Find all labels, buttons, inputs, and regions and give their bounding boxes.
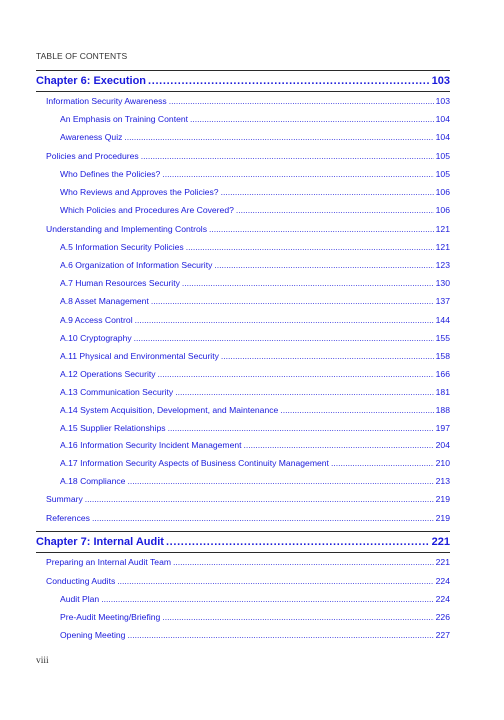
entry-title: Who Defines the Policies? bbox=[60, 169, 161, 179]
dot-leader bbox=[331, 458, 434, 468]
toc-entry[interactable] bbox=[60, 387, 450, 399]
entry-page: 221 bbox=[435, 557, 450, 567]
entry-title: A.13 Communication Security bbox=[60, 387, 174, 397]
entry-page: 121 bbox=[435, 224, 450, 234]
toc-entry[interactable] bbox=[46, 151, 450, 163]
entry-page: 219 bbox=[435, 513, 450, 523]
toc-entry[interactable] bbox=[46, 513, 450, 525]
entry-title: Understanding and Implementing Controls bbox=[46, 224, 207, 234]
toc-entry[interactable] bbox=[60, 594, 450, 606]
entry-title: A.12 Operations Security bbox=[60, 369, 156, 379]
dot-leader bbox=[158, 369, 434, 379]
entry-page: 213 bbox=[435, 476, 450, 486]
entry-page: 224 bbox=[435, 594, 450, 604]
dot-leader bbox=[221, 351, 434, 361]
toc-entry[interactable] bbox=[60, 132, 450, 144]
entry-page: 137 bbox=[435, 296, 450, 306]
toc-entry[interactable] bbox=[46, 494, 450, 506]
entry-title: Information Security Awareness bbox=[46, 96, 167, 106]
entry-page: 104 bbox=[435, 132, 450, 142]
toc-entry[interactable] bbox=[60, 423, 450, 435]
toc-entry[interactable] bbox=[46, 224, 450, 236]
entry-title: A.7 Human Resources Security bbox=[60, 278, 180, 288]
entry-title: A.6 Organization of Information Security bbox=[60, 260, 213, 270]
entry-page: 105 bbox=[435, 151, 450, 161]
entry-page: 166 bbox=[435, 369, 450, 379]
entry-title: A.15 Supplier Relationships bbox=[60, 423, 166, 433]
toc-entry[interactable] bbox=[46, 576, 450, 588]
toc-entry[interactable] bbox=[60, 440, 450, 452]
toc-entry[interactable] bbox=[60, 260, 450, 272]
toc-entry[interactable] bbox=[60, 296, 450, 308]
toc-chapter-6[interactable] bbox=[36, 75, 450, 91]
entry-page: 103 bbox=[435, 96, 450, 106]
dot-leader bbox=[141, 151, 434, 161]
dot-leader bbox=[214, 260, 433, 270]
entry-title: Which Policies and Procedures Are Covered? bbox=[60, 205, 234, 215]
dot-leader bbox=[175, 387, 433, 397]
entry-title: An Emphasis on Training Content bbox=[60, 114, 189, 124]
dot-leader bbox=[162, 612, 433, 622]
chapter-rule bbox=[36, 91, 450, 92]
entry-title: A.18 Compliance bbox=[60, 476, 126, 486]
entry-page: 144 bbox=[435, 315, 450, 325]
toc-chapter-7[interactable] bbox=[36, 536, 450, 552]
dot-leader bbox=[190, 114, 434, 124]
dot-leader bbox=[186, 242, 434, 252]
entry-title: Pre-Audit Meeting/Briefing bbox=[60, 612, 161, 622]
entry-title: References bbox=[46, 513, 90, 523]
entry-page: 226 bbox=[435, 612, 450, 622]
dot-leader bbox=[173, 557, 434, 567]
entry-title: Policies and Procedures bbox=[46, 151, 139, 161]
dot-leader bbox=[236, 205, 434, 215]
entry-page: 158 bbox=[435, 351, 450, 361]
header-rule bbox=[36, 70, 450, 71]
toc-entry[interactable] bbox=[60, 187, 450, 199]
toc-entry[interactable] bbox=[60, 242, 450, 254]
dot-leader bbox=[127, 630, 433, 640]
toc-entry[interactable] bbox=[46, 557, 450, 569]
dot-leader bbox=[85, 494, 434, 504]
chapter-rule bbox=[36, 552, 450, 553]
dot-leader bbox=[221, 187, 434, 197]
entry-title: Summary bbox=[46, 494, 83, 504]
dot-leader bbox=[166, 536, 430, 548]
dot-leader bbox=[169, 96, 434, 106]
toc-entry[interactable] bbox=[60, 315, 450, 327]
dot-leader bbox=[135, 315, 434, 325]
toc-entry[interactable] bbox=[60, 476, 450, 488]
entry-title: A.9 Access Control bbox=[60, 315, 133, 325]
entry-page: 106 bbox=[435, 205, 450, 215]
entry-page: 130 bbox=[435, 278, 450, 288]
entry-title: Preparing an Internal Audit Team bbox=[46, 557, 172, 567]
entry-title: Who Reviews and Approves the Policies? bbox=[60, 187, 219, 197]
toc-entry[interactable] bbox=[60, 278, 450, 290]
entry-title: A.5 Information Security Policies bbox=[60, 242, 184, 252]
entry-title: A.8 Asset Management bbox=[60, 296, 149, 306]
entry-page: 181 bbox=[435, 387, 450, 397]
toc-entry[interactable] bbox=[60, 169, 450, 181]
dot-leader bbox=[101, 594, 433, 604]
entry-page: 197 bbox=[435, 423, 450, 433]
page-number: 103 bbox=[431, 75, 450, 87]
toc-entry[interactable] bbox=[60, 205, 450, 217]
toc-entry[interactable] bbox=[46, 96, 450, 108]
dot-leader bbox=[124, 132, 433, 142]
entry-title: Conducting Audits bbox=[46, 576, 116, 586]
entry-page: 105 bbox=[435, 169, 450, 179]
entry-page: 224 bbox=[435, 576, 450, 586]
entry-title: Awareness Quiz bbox=[60, 132, 123, 142]
entry-title: A.16 Information Security Incident Management bbox=[60, 440, 242, 450]
dot-leader bbox=[182, 278, 434, 288]
entry-page: 204 bbox=[435, 440, 450, 450]
toc-entry[interactable] bbox=[60, 351, 450, 363]
entry-title: A.14 System Acquisition, Development, and Maintenance bbox=[60, 405, 279, 415]
toc-entry[interactable] bbox=[60, 369, 450, 381]
chapter-title: Chapter 6: Execution bbox=[36, 75, 147, 87]
dot-leader bbox=[151, 296, 434, 306]
running-header: TABLE OF CONTENTS bbox=[36, 51, 128, 61]
entry-title: A.17 Information Security Aspects of Business Continuity Management bbox=[60, 458, 329, 468]
dot-leader bbox=[162, 169, 433, 179]
entry-page: 121 bbox=[435, 242, 450, 252]
entry-title: A.11 Physical and Environmental Security bbox=[60, 351, 219, 361]
dot-leader bbox=[117, 576, 433, 586]
entry-page: 210 bbox=[435, 458, 450, 468]
entry-page: 227 bbox=[435, 630, 450, 640]
toc-entry[interactable] bbox=[60, 333, 450, 345]
dot-leader bbox=[92, 513, 434, 523]
entry-page: 104 bbox=[435, 114, 450, 124]
entry-page: 123 bbox=[435, 260, 450, 270]
dot-leader bbox=[209, 224, 434, 234]
entry-page: 219 bbox=[435, 494, 450, 504]
toc-entry[interactable] bbox=[60, 114, 450, 126]
toc-entry[interactable] bbox=[60, 458, 450, 470]
toc-entry[interactable] bbox=[60, 405, 450, 417]
folio-page-number: viii bbox=[36, 656, 49, 666]
chapter-rule bbox=[36, 531, 450, 532]
toc-entry[interactable] bbox=[60, 630, 450, 642]
entry-page: 106 bbox=[435, 187, 450, 197]
entry-page: 188 bbox=[435, 405, 450, 415]
entry-title: Audit Plan bbox=[60, 594, 100, 604]
chapter-title: Chapter 7: Internal Audit bbox=[36, 536, 164, 548]
dot-leader bbox=[127, 476, 433, 486]
entry-title: A.10 Cryptography bbox=[60, 333, 132, 343]
dot-leader bbox=[148, 75, 430, 87]
page-number: 221 bbox=[431, 536, 450, 548]
entry-page: 155 bbox=[435, 333, 450, 343]
dot-leader bbox=[244, 440, 434, 450]
dot-leader bbox=[134, 333, 434, 343]
toc-entry[interactable] bbox=[60, 612, 450, 624]
dot-leader bbox=[168, 423, 434, 433]
dot-leader bbox=[280, 405, 433, 415]
toc-page bbox=[36, 0, 450, 720]
entry-title: Opening Meeting bbox=[60, 630, 126, 640]
